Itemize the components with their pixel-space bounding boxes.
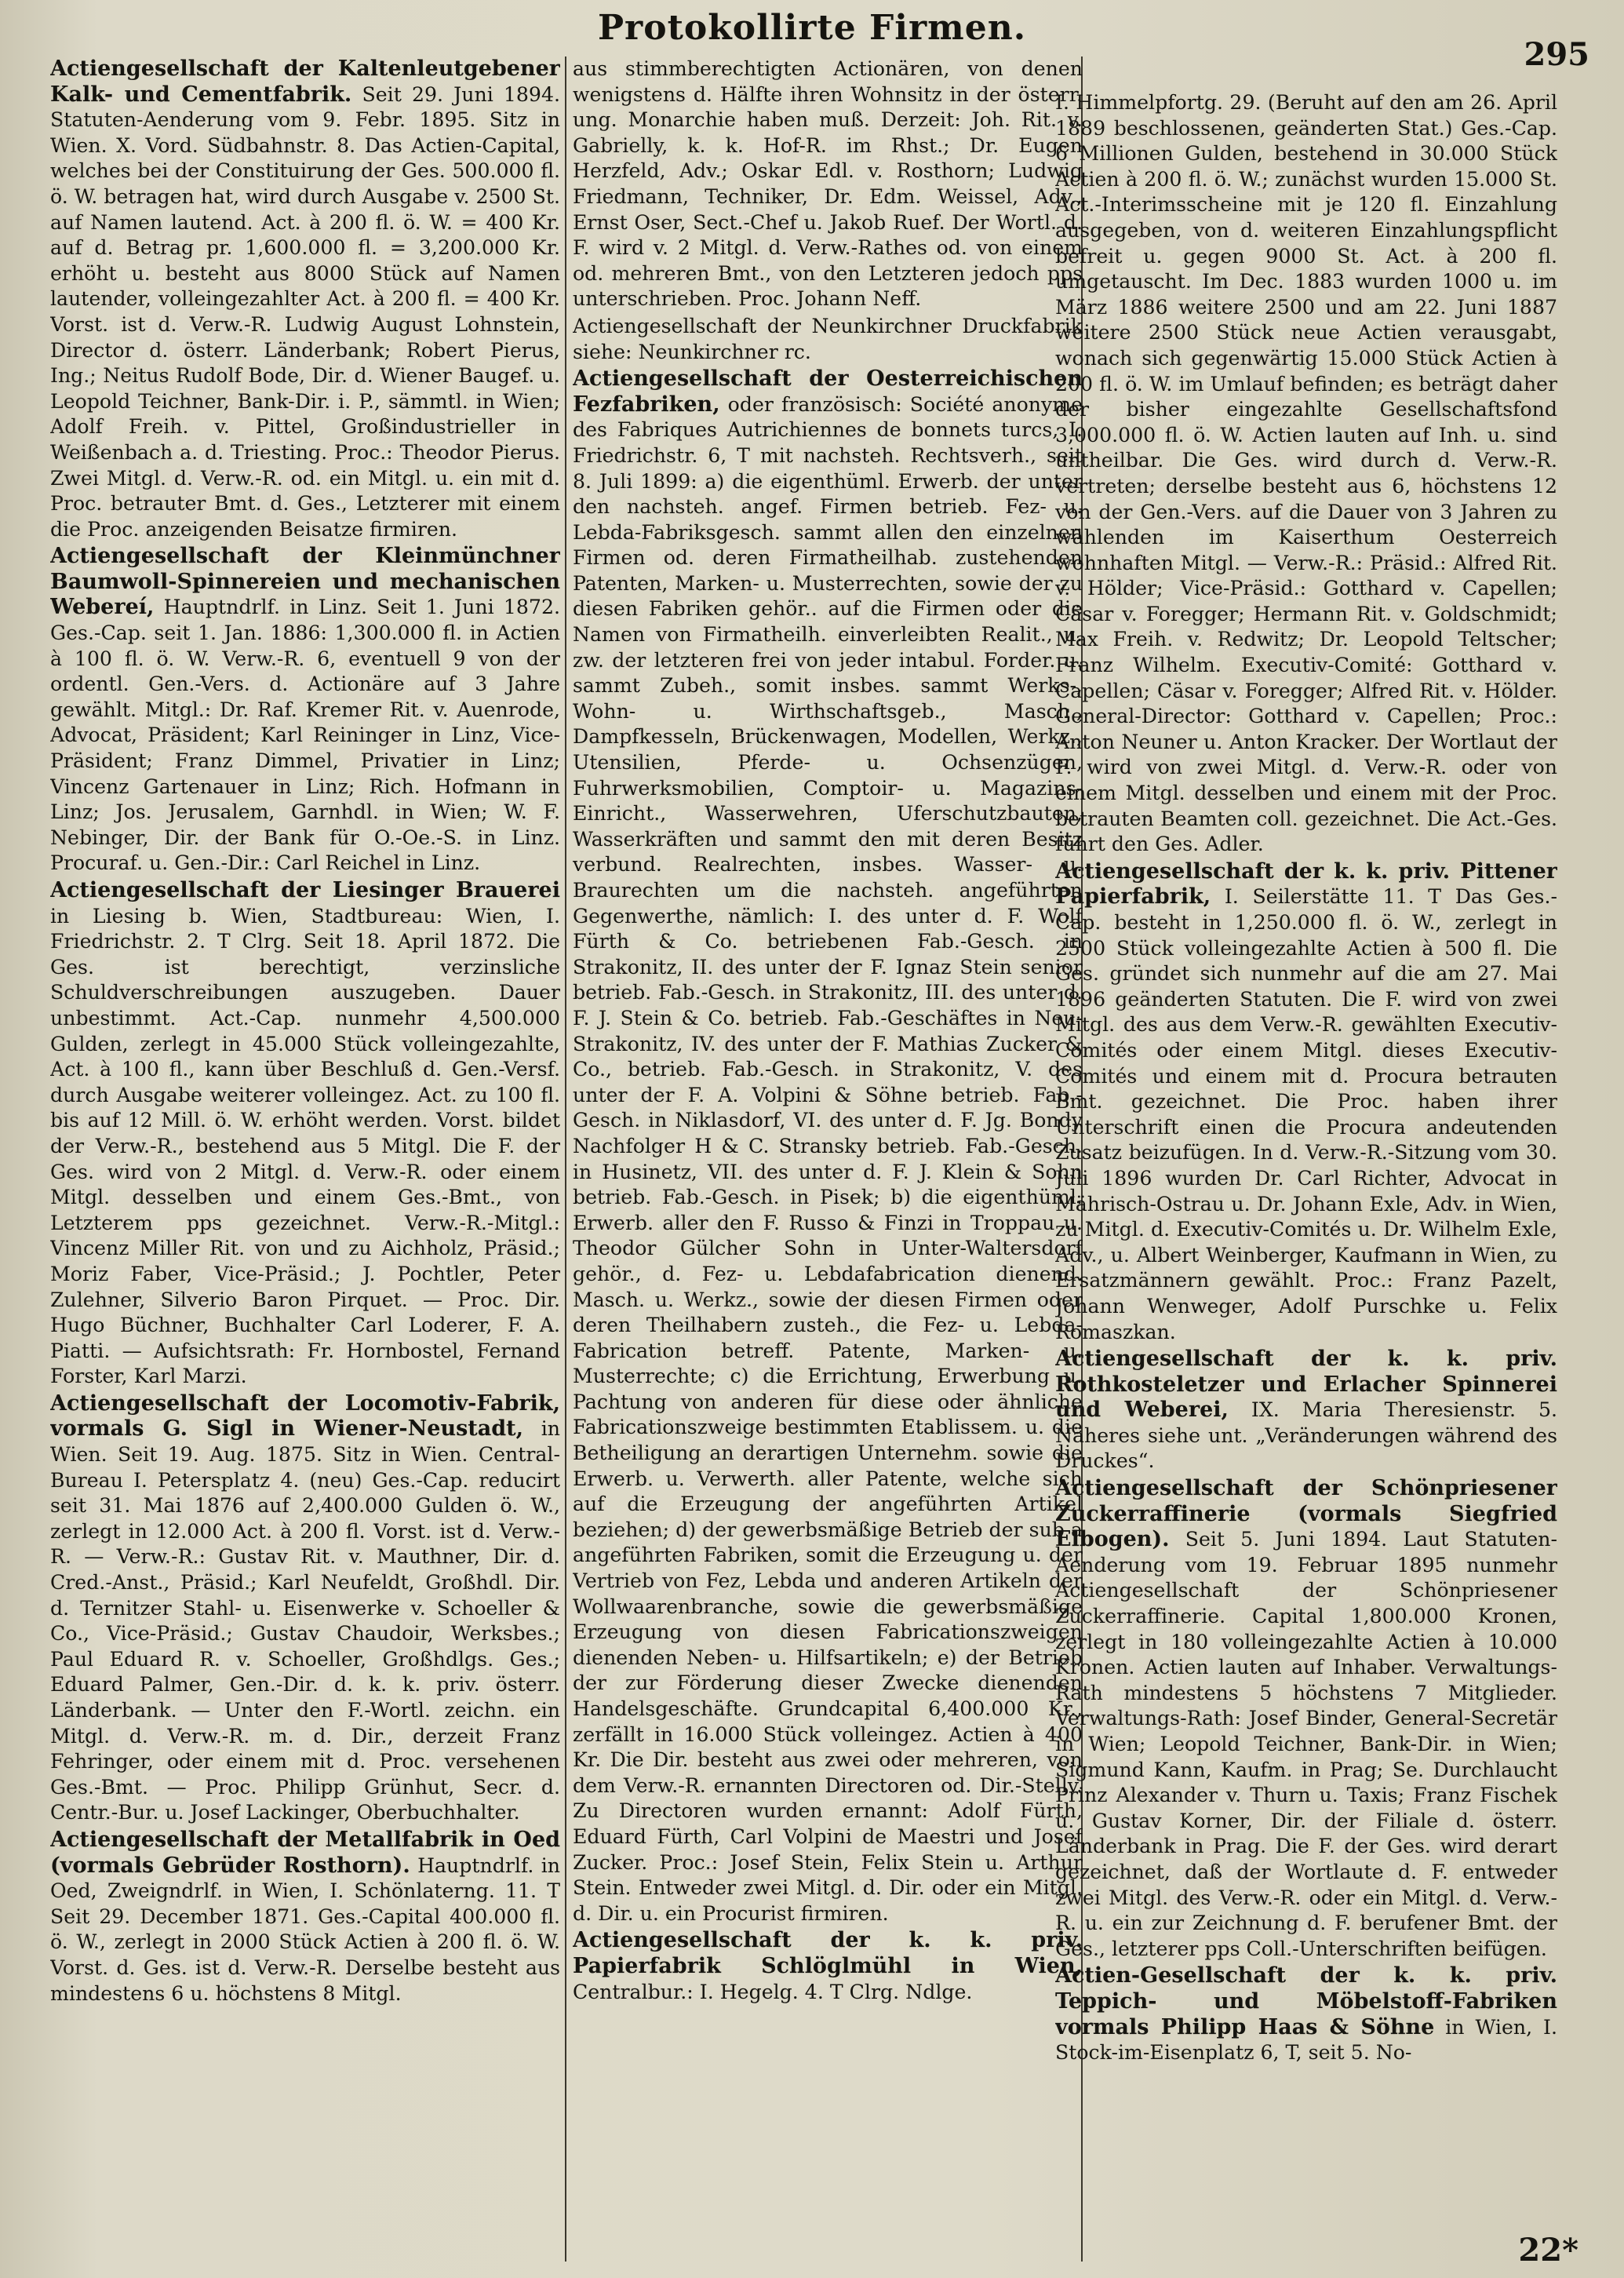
firm-entry <box>573 56 1083 312</box>
firm-details: Hauptndrlf. in Linz. Seit 1. Juni 1872. Ges.-Cap. seit 1. Jan. 1886: 1,300.000 fl. in Actien à 100 fl. ö. W. Verw.-R. 6, eventuell 9 von der ordentl. Gen.-Vers. d. Actionäre auf 3 Jahre gewählt. Mitgl.: Dr. Raf. Kremer Rit. v. Auenrode, Advocat, Präsident; Karl Reininger in Linz, Vice-Präsident; Franz Dimmel, Privatier in Linz; Vincenz Gartenauer in Linz; Rich. Hofmann in Linz; Jos. Jerusalem, Garnhdl. in Wien; W. F. Nebinger, Dir. der Bank für O.-Oe.-S. in Linz. Procuraf. u. Gen.-Dir.: Carl Reichel in Linz. <box>50 596 560 875</box>
column-1 <box>50 56 560 2254</box>
firm-details: oder französisch: Société anonyme des Fabriques Autrichiennes de bonnets turcs, I. Friedrichstr. 6, T mit nachsteh. Rechtsverh., seit 8. Juli 1899: a) die eigenthüml. Erwerb. der unter den nachsteh. angef. Firmen betrieb. Fez- u. Lebda-Fabriksgesch. sammt allen den einzelnen Firmen od. deren Firmatheilhab. zustehenden Patenten, Marken- u. Musterrechten, sowie der zu diesen Fabriken gehör.. auf die Firmen oder die Namen von Firmatheilh. einverleibten Realit., u. zw. der letzteren frei von jeder intabul. Forder. u. sammt Zubeh., somit insbes. sammt Werks-, Wohn- u. Wirthschaftsgeb., Masch., Dampfkesseln, Brückenwagen, Modellen, Werkz., Utensilien, Pferde- u. Ochsenzügen, Fuhrwerksmobilien, Comptoir- u. Magazins-Einricht., Wasserwehren, Uferschutzbauten, Wasserkräften und sammt den mit deren Besitz verbund. Realrechten, insbes. Wasser- u. Braurechten um die nachsteh. angeführten Gegenwerthe, nämlich: I. des unter d. F. Wolf Fürth & Co. betriebenen Fab.-Gesch. in Strakonitz, II. des unter der F. Ignaz Stein senior betrieb. Fab.-Gesch. in Strakonitz, III. des unter d. F. J. Stein & Co. betrieb. Fab.-Geschäftes in Neu-Strakonitz, IV. des unter der F. Mathias Zucker & Co., betrieb. Fab.-Gesch. in Strakonitz, V. des unter der F. A. Volpini & Söhne betrieb. Fab.-Gesch. in Niklasdorf, VI. des unter d. F. Jg. Bondy Nachfolger H & C. Stransky betrieb. Fab.-Gesch. in Husinetz, VII. des unter d. F. J. Klein & Sohn betrieb. Fab.-Gesch. in Pisek; b) die eigenthüml. Erwerb. aller den F. Russo & Finzi in Troppau u. Theodor Gülcher Sohn in Unter-Waltersdorf gehör., d. Fez- u. Lebdafabrication dienend. Masch. u. Werkz., sowie der diesen Firmen oder deren Theilhabern zusteh., die Fez- u. Lebda-Fabrication betreff. Patente, Marken- u. Musterrechte; c) die Errichtung, Erwerbung u. Pachtung von anderen für diese oder ähnliche Fabricationszweige bestimmten Etablissem. u. die Betheiligung an derartigen Unternehm. sowie die Erwerb. u. Verwerth. aller Patente, welche sich auf die Erzeugung der angeführten Artikel beziehen; d) der gewerbsmäßige Betrieb der sub a angeführten Fabriken, somit die Erzeugung u. der Vertrieb von Fez, Lebda und anderen Artikeln der Wollwaarenbranche, sowie die gewerbsmäßige Erzeugung von diesen Fabricationszweigen dienenden Neben- u. Hilfsartikeln; e) der Betrieb der zur Förderung dieser Zwecke dienenden Handelsgeschäfte. Grundcapital 6,400.000 Kr., zerfällt in 16.000 Stück volleingez. Actien à 400 Kr. Die Dir. besteht aus zwei oder mehreren, von dem Verw.-R. ernannten Directoren od. Dir.-Stellv. Zu Directoren wurden ernannt: Adolf Fürth, Eduard Fürth, Carl Volpini de Maestri und Josef Zucker. Proc.: Josef Stein, Felix Stein u. Arthur Stein. Entweder zwei Mitgl. d. Dir. oder ein Mitgl. d. Dir. u. ein Procurist firmiren. <box>573 392 1083 1925</box>
firm-entry <box>50 878 560 1390</box>
firm-details: aus stimmberechtigten Actionären, von denen wenigstens d. Hälfte ihren Wohnsitz in der österr. ung. Monarchie haben muß. Derzeit: Joh. Rit. v. Gabrielly, k. k. Hof-R. im Rhst.; Dr. Eugen Herzfeld, Adv.; Oskar Edl. v. Rosthorn; Ludwig Friedmann, Techniker, Dr. Edm. Weissel, Adv., Ernst Oser, Sect.-Chef u. Jakob Ruef. Der Wortl. d. F. wird v. 2 Mitgl. d. Verw.-Rathes od. von einem od. mehreren Bmt., von den Letzteren jedoch pps unterschrieben. Proc. Johann Neff. <box>573 57 1083 311</box>
firm-entry <box>573 314 1083 365</box>
firm-details: in Liesing b. Wien, Stadtbureau: Wien, I. Friedrichstr. 2. T Clrg. Seit 18. April 1872. Die Ges. ist berechtigt, verzinsliche Schuldverschreibungen auszugeben. Dauer unbestimmt. Act.-Cap. nunmehr 4,500.000 Gulden, zerlegt in 45.000 Stück volleingezahlte, Act. à 100 fl., kann über Beschluß d. Gen.-Versf. durch Ausgabe weiterer volleingez. Act. zu 100 fl. bis auf 12 Mill. ö. W. erhöht werden. Vorst. bildet der Verw.-R., bestehend aus 5 Mitgl. Die F. der Ges. wird von 2 Mitgl. d. Verw.-R. oder einem Mitgl. desselben und einem Ges.-Bmt., von Letzterem pps gezeichnet. Verw.-R.-Mitgl.: Vincenz Miller Rit. von und zu Aichholz, Präsid.; Moriz Faber, Vice-Präsid.; J. Pochtler, Peter Zulehner, Silverio Baron Pirquet. — Proc. Dir. Hugo Büchner, Buchhalter Carl Loderer, F. A. Piatti. — Aufsichtsrath: Fr. Hornbostel, Fernand Forster, Karl Marzi. <box>50 904 560 1388</box>
firm-entry <box>1055 1347 1557 1474</box>
signature-mark: 22* <box>1518 2232 1578 2269</box>
firm-name: Actiengesellschaft der Liesinger Brauerei <box>50 878 560 902</box>
firm-details: Seit 29. Juni 1894. Statuten-Aenderung vom 9. Febr. 1895. Sitz in Wien. X. Vord. Südbahnstr. 8. Das Actien-Capital, welches bei der Constituirung der Ges. 500.000 fl. ö. W. betragen hat, wird durch Ausgabe v. 2500 St. auf Namen lautend. Act. à 200 fl. ö. W. = 400 Kr. auf d. Betrag pr. 1,600.000 fl. = 3,200.000 Kr. erhöht u. besteht aus 8000 Stück auf Namen lautender, volleingezahlter Act. à 200 fl. = 400 Kr. Vorst. ist d. Verw.-R. Ludwig August Lohnstein, Director d. österr. Länderbank; Robert Pierus, Ing.; Neitus Rudolf Bode, Dir. d. Wiener Baugef. u. Leopold Teichner, Bank-Dir. i. P., sämmtl. in Wien; Adolf Freih. v. Pittel, Großindustrieller in Weißenbach a. d. Triesting. Proc.: Theodor Pierus. Zwei Mitgl. d. Verw.-R. od. ein Mitgl. u. ein mit d. Proc. betrauter Bmt. d. Ges., Letzterer mit einem die Proc. anzeigenden Beisatze firmiren. <box>50 82 560 541</box>
column-3 <box>1055 90 1557 2278</box>
running-head: Protokollirte Firmen. <box>597 8 1027 48</box>
firm-name: Actiengesellschaft der Kleinmünchner Baumwoll-Spinnereien und mechanischen Webereí, <box>50 544 560 620</box>
firm-entry <box>50 544 560 877</box>
firm-details: I. Seilerstätte 11. T Das Ges.-Cap. besteht in 1,250.000 fl. ö. W., zerlegt in 2500 Stück volleingezahlte Actien à 500 fl. Die Ges. gründet sich nunmehr auf die am 27. Mai 1896 geänderten Statuten. Die F. wird von zwei Mitgl. des aus dem Verw.-R. gewählten Executiv-Comités oder einem Mitgl. dieses Executiv-Comités und einem mit d. Procura betrauten Bmt. gezeichnet. Die Proc. haben ihrer Unterschrift einen die Procura andeutenden Zusatz beizufügen. In d. Verw.-R.-Sitzung vom 30. Juli 1896 wurden Dr. Carl Richter, Advocat in Mährisch-Ostrau u. Dr. Johann Exle, Adv. in Wien, zu Mitgl. d. Executiv-Comités u. Dr. Wilhelm Exle, Adv., u. Albert Weinberger, Kaufmann in Wien, zu Ersatzmännern gewählt. Proc.: Franz Pazelt, Johann Wenweger, Adolf Purschke u. Felix Romaszkan. <box>1055 885 1557 1343</box>
firm-entry <box>50 56 560 542</box>
firm-details: in Wien. Seit 19. Aug. 1875. Sitz in Wien. Central-Bureau I. Petersplatz 4. (neu) Ges.-Cap. reducirt seit 31. Mai 1876 auf 2,400.000 Gulden ö. W., zerlegt in 12.000 Act. à 200 fl. Vorst. ist d. Verw.-R. — Verw.-R.: Gustav Rit. v. Mauthner, Dir. d. Cred.-Anst., Präsid.; Karl Neufeldt, Großhdl. Dir. d. Ternitzer Stahl- u. Eisenwerke v. Schoeller & Co., Vice-Präsid.; Gustav Chaudoir, Werksbes.; Paul Eduard R. v. Schoeller, Großhdlgs. Ges.; Eduard Palmer, Gen.-Dir. d. k. k. priv. österr. Länderbank. — Unter den F.-Wortl. zeichn. ein Mitgl. d. Verw.-R. m. d. Dir., derzeit Franz Fehringer, oder einem mit d. Proc. versehenen Ges.-Bmt. — Proc. Philipp Grünhut, Secr. d. Centr.-Bur. u. Josef Lackinger, Oberbuchhalter. <box>50 1417 560 1824</box>
firm-name: Actiengesellschaft der k. k. priv. Papierfabrik Schlöglmühl in Wien, <box>573 1928 1083 1978</box>
firm-details: Hauptndrlf. in Oed, Zweigndrlf. in Wien, I. Schönlaterng. 11. T Seit 29. December 1871. Ges.-Capital 400.000 fl. ö. W., zerlegt in 2000 Stück Actien à 200 fl. ö. W. Vorst. d. Ges. ist d. Verw.-R. Derselbe besteht aus mindestens 6 u. höchstens 8 Mitgl. <box>50 1853 560 2005</box>
firm-entry <box>573 366 1083 1926</box>
firm-name: Actiengesellschaft der Oesterreichischen Fezfabriken, <box>573 366 1083 417</box>
firm-details: Seit 5. Juni 1894. Laut Statuten-Aenderung vom 19. Februar 1895 nunmehr Actiengesellschaft der Schönpriesener Zuckerraffinerie. Capital 1,800.000 Kronen, zerlegt in 180 volleingezahlte Actien à 10.000 Kronen. Actien lauten auf Inhaber. Verwaltungs-Rath mindestens 5 höchstens 7 Mitglieder. Verwaltungs-Rath: Josef Binder, General-Secretär in Wien; Leopold Teichner, Bank-Dir. in Wien; Sigmund Kann, Kaufm. in Prag; Se. Durchlaucht Prinz Alexander v. Thurn u. Taxis; Franz Fischek u. Gustav Korner, Dir. der Filiale d. österr. Länderbank in Prag. Die F. der Ges. wird derart gezeichnet, daß der Wortlaute d. F. entweder zwei Mitgl. des Verw.-R. oder ein Mitgl. d. Verw.-R. u. ein zur Zeichnung d. F. berufener Bmt. der Ges., letzterer pps Coll.-Unterschriften beifügen. <box>1055 1528 1557 1960</box>
firm-name: Actiengesellschaft der Locomotiv-Fabrik, vormals G. Sigl in Wiener-Neustadt, <box>50 1390 560 1442</box>
firm-name: Actiengesellschaft der Kaltenleutgebener Kalk- und Cementfabrik. <box>50 56 560 107</box>
firm-entry <box>1055 859 1557 1345</box>
firm-entry <box>50 1391 560 1826</box>
firm-entry <box>50 1828 560 2006</box>
firm-details: Centralbur.: I. Hegelg. 4. T Clrg. Ndlge. <box>573 1980 973 2003</box>
firm-name: Actiengesellschaft der k. k. priv. Pittener Papierfabrik, <box>1055 858 1557 909</box>
firm-details: Actiengesellschaft der Neunkirchner Druckfabrik siehe: Neunkirchner rc. <box>573 314 1083 363</box>
column-2 <box>573 56 1083 2254</box>
firm-entry <box>1055 1476 1557 1962</box>
column-rule-1 <box>565 56 566 2262</box>
firm-name: Actiengesellschaft der Schönpriesener Zuckerraffinerie (vormals Siegfried Elbogen). <box>1055 1476 1557 1552</box>
firm-name: Actiengesellschaft der k. k. priv. Rothkosteletzer und Erlacher Spinnerei und Weberei, <box>1055 1347 1557 1423</box>
firm-entry <box>1055 90 1557 858</box>
firm-entry <box>573 1928 1083 2005</box>
firm-details: IX. Maria Theresienstr. 5. Näheres siehe unt. „Veränderungen während des Druckes“. <box>1055 1398 1557 1473</box>
firm-name: Actiengesellschaft der Metallfabrik in Oed (vormals Gebrüder Rosthorn). <box>50 1827 560 1878</box>
page-number: 295 <box>1524 36 1589 73</box>
firm-details: I. Himmelpfortg. 29. (Beruht auf den am 26. April 1889 beschlossenen, geänderten Stat.) Ges.-Cap. 6 Millionen Gulden, bestehend in 30.000 Stück Actien à 200 fl. ö. W.; zunächst wurden 15.000 St. Act.-Interimsscheine mit je 120 fl. Einzahlung ausgegeben, von d. weiteren Einzahlungspflicht befreit u. gegen 9000 St. Act. à 200 fl. umgetauscht. Im Dec. 1883 wurden 1000 u. im März 1886 weitere 2500 und am 22. Juni 1887 weitere 2500 Stück neue Actien verausgabt, wonach sich gegenwärtig 15.000 Stück Actien à 200 fl. ö. W. im Umlauf befinden; es beträgt daher der bisher eingezahlte Gesellschaftsfond 3,000.000 fl. ö. W. Actien lauten auf Inh. u. sind untheilbar. Die Ges. wird durch d. Verw.-R. vertreten; derselbe besteht aus 6, höchstens 12 von der Gen.-Vers. auf die Dauer von 3 Jahren zu wählenden im Kaiserthum Oesterreich wohnhaften Mitgl. — Verw.-R.: Präsid.: Alfred Rit. v. Hölder; Vice-Präsid.: Gotthard v. Capellen; Cäsar v. Foregger; Hermann Rit. v. Goldschmidt; Max Freih. v. Redwitz; Dr. Leopold Teltscher; Franz Wilhelm. Executiv-Comité: Gotthard v. Capellen; Cäsar v. Foregger; Alfred Rit. v. Hölder. General-Director: Gotthard v. Capellen; Proc.: Anton Neuner u. Anton Kracker. Der Wortlaut der F. wird von zwei Mitgl. d. Verw.-R. oder von einem Mitgl. desselben und einem mit der Proc. betrauten Beamten coll. gezeichnet. Die Act.-Ges. führt den Ges. Adler. <box>1055 91 1557 856</box>
firm-name: Actien-Gesellschaft der k. k. priv. Teppich- und Möbelstoff-Fabriken vormals Philipp Haas & Söhne <box>1055 1963 1557 2039</box>
firm-details: in Wien, I. Stock-im-Eisenplatz 6, T, seit 5. No- <box>1055 2015 1557 2065</box>
firm-entry <box>1055 1963 1557 2065</box>
